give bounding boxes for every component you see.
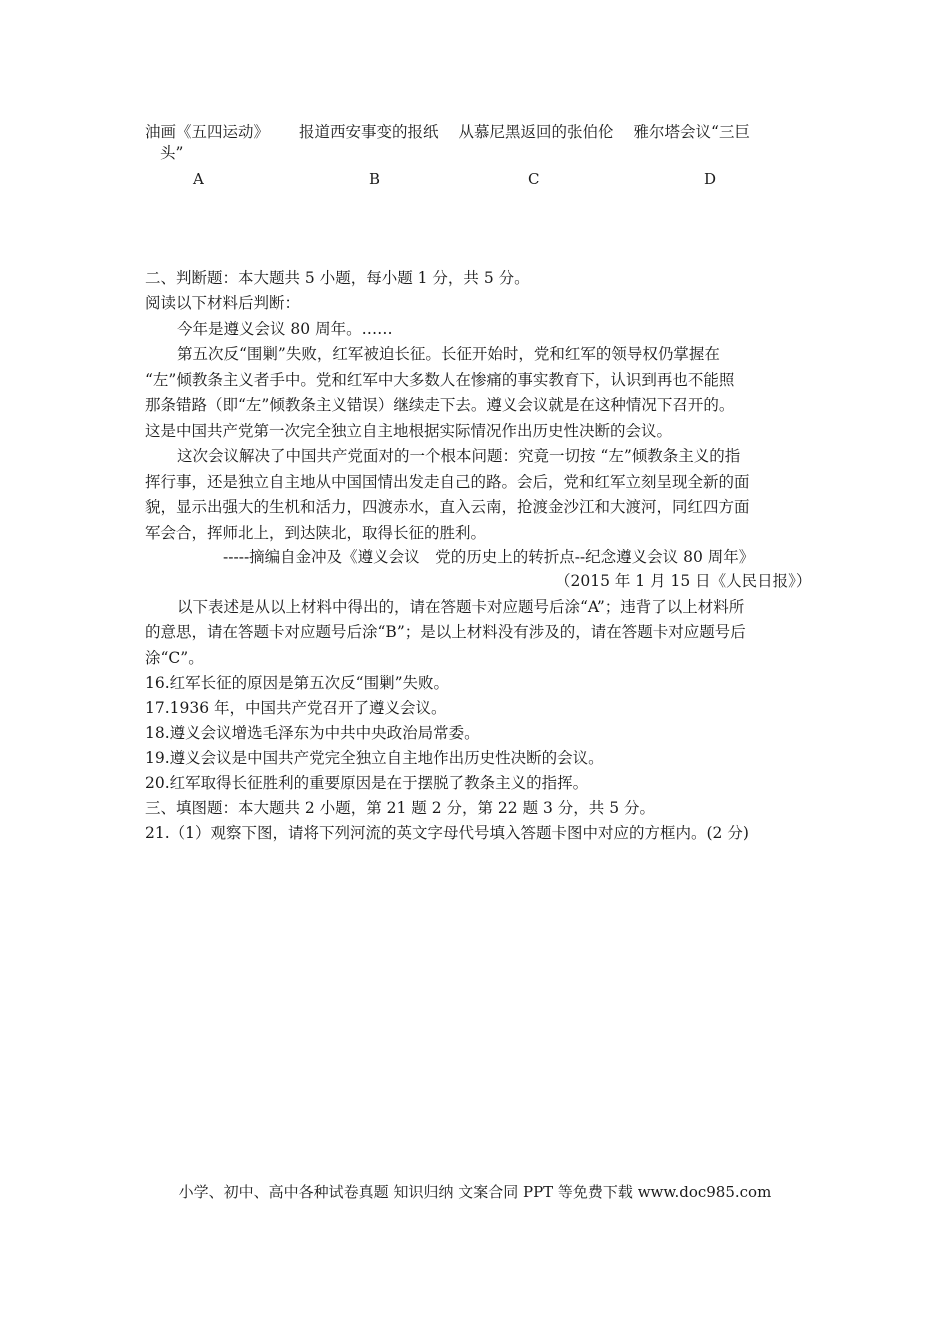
material-line: 军会合，挥师北上，到达陕北，取得长征的胜利。 bbox=[145, 524, 487, 542]
option-letter-c: C bbox=[528, 170, 540, 188]
section2-intro: 阅读以下材料后判断： bbox=[145, 294, 301, 312]
material-line: 那条错路（即“左”倾教条主义错误）继续走下去。遵义会议就是在这种情况下召开的。 bbox=[145, 396, 735, 414]
caption-a: 油画《五四运动》 bbox=[145, 123, 270, 141]
caption-c: 从慕尼黑返回的张伯伦 bbox=[458, 123, 614, 141]
option-letter-a: A bbox=[193, 170, 204, 188]
question-16: 16.红军长征的原因是第五次反“围剿”失败。 bbox=[145, 674, 449, 692]
instruction-line: 以下表述是从以上材料中得出的，请在答题卡对应题号后涂“A”；违背了以上材料所 bbox=[177, 598, 745, 616]
option-letter-d: D bbox=[704, 170, 717, 188]
page-footer: 小学、初中、高中各种试卷真题 知识归纳 文案合同 PPT 等免费下载 www.doc985.com bbox=[178, 1183, 772, 1201]
question-20: 20.红军取得长征胜利的重要原因是在于摆脱了教条主义的指挥。 bbox=[145, 774, 589, 792]
question-17: 17.1936 年，中国共产党召开了遵义会议。 bbox=[145, 699, 447, 717]
material-line: 第五次反“围剿”失败，红军被迫长征。长征开始时，党和红军的领导权仍掌握在 bbox=[177, 345, 720, 363]
material-line: 这是中国共产党第一次完全独立自主地根据实际情况作出历史性决断的会议。 bbox=[145, 422, 673, 440]
caption-b: 报道西安事变的报纸 bbox=[299, 123, 439, 141]
section2-heading: 二、判断题：本大题共 5 小题，每小题 1 分，共 5 分。 bbox=[145, 269, 530, 287]
material-line: “左”倾教条主义者手中。党和红军中大多数人在惨痛的事实教育下，认识到再也不能照 bbox=[145, 371, 735, 389]
section3-heading: 三、填图题：本大题共 2 小题，第 21 题 2 分，第 22 题 3 分，共 5 分。 bbox=[145, 799, 656, 817]
caption-d-continued: 头” bbox=[160, 144, 184, 162]
caption-d: 雅尔塔会议“三巨 bbox=[633, 123, 750, 141]
material-source-date: （2015 年 1 月 15 日《人民日报》） bbox=[555, 572, 812, 590]
question-19: 19.遵义会议是中国共产党完全独立自主地作出历史性决断的会议。 bbox=[145, 749, 604, 767]
material-line: 挥行事，还是独立自主地从中国国情出发走自己的路。会后，党和红军立刻呈现全新的面 bbox=[145, 473, 750, 491]
option-letter-b: B bbox=[369, 170, 381, 188]
material-line: 今年是遵义会议 80 周年。…… bbox=[177, 320, 393, 338]
material-source: -----摘编自金冲及《遵义会议 党的历史上的转折点--纪念遵义会议 80 周年》 bbox=[223, 548, 755, 566]
image-captions bbox=[145, 120, 750, 142]
instruction-line: 的意思，请在答题卡对应题号后涂“B”；是以上材料没有涉及的，请在答题卡对应题号后 bbox=[145, 623, 746, 641]
question-18: 18.遵义会议增选毛泽东为中共中央政治局常委。 bbox=[145, 724, 480, 742]
question-21: 21.（1）观察下图，请将下列河流的英文字母代号填入答题卡图中对应的方框内。(2 分) bbox=[145, 824, 749, 842]
material-line: 这次会议解决了中国共产党面对的一个根本问题：究竟一切按 “左”倾教条主义的指 bbox=[177, 447, 741, 465]
instruction-line: 涂“C”。 bbox=[145, 649, 204, 667]
material-line: 貌，显示出强大的生机和活力，四渡赤水，直入云南，抢渡金沙江和大渡河，同红四方面 bbox=[145, 498, 750, 516]
